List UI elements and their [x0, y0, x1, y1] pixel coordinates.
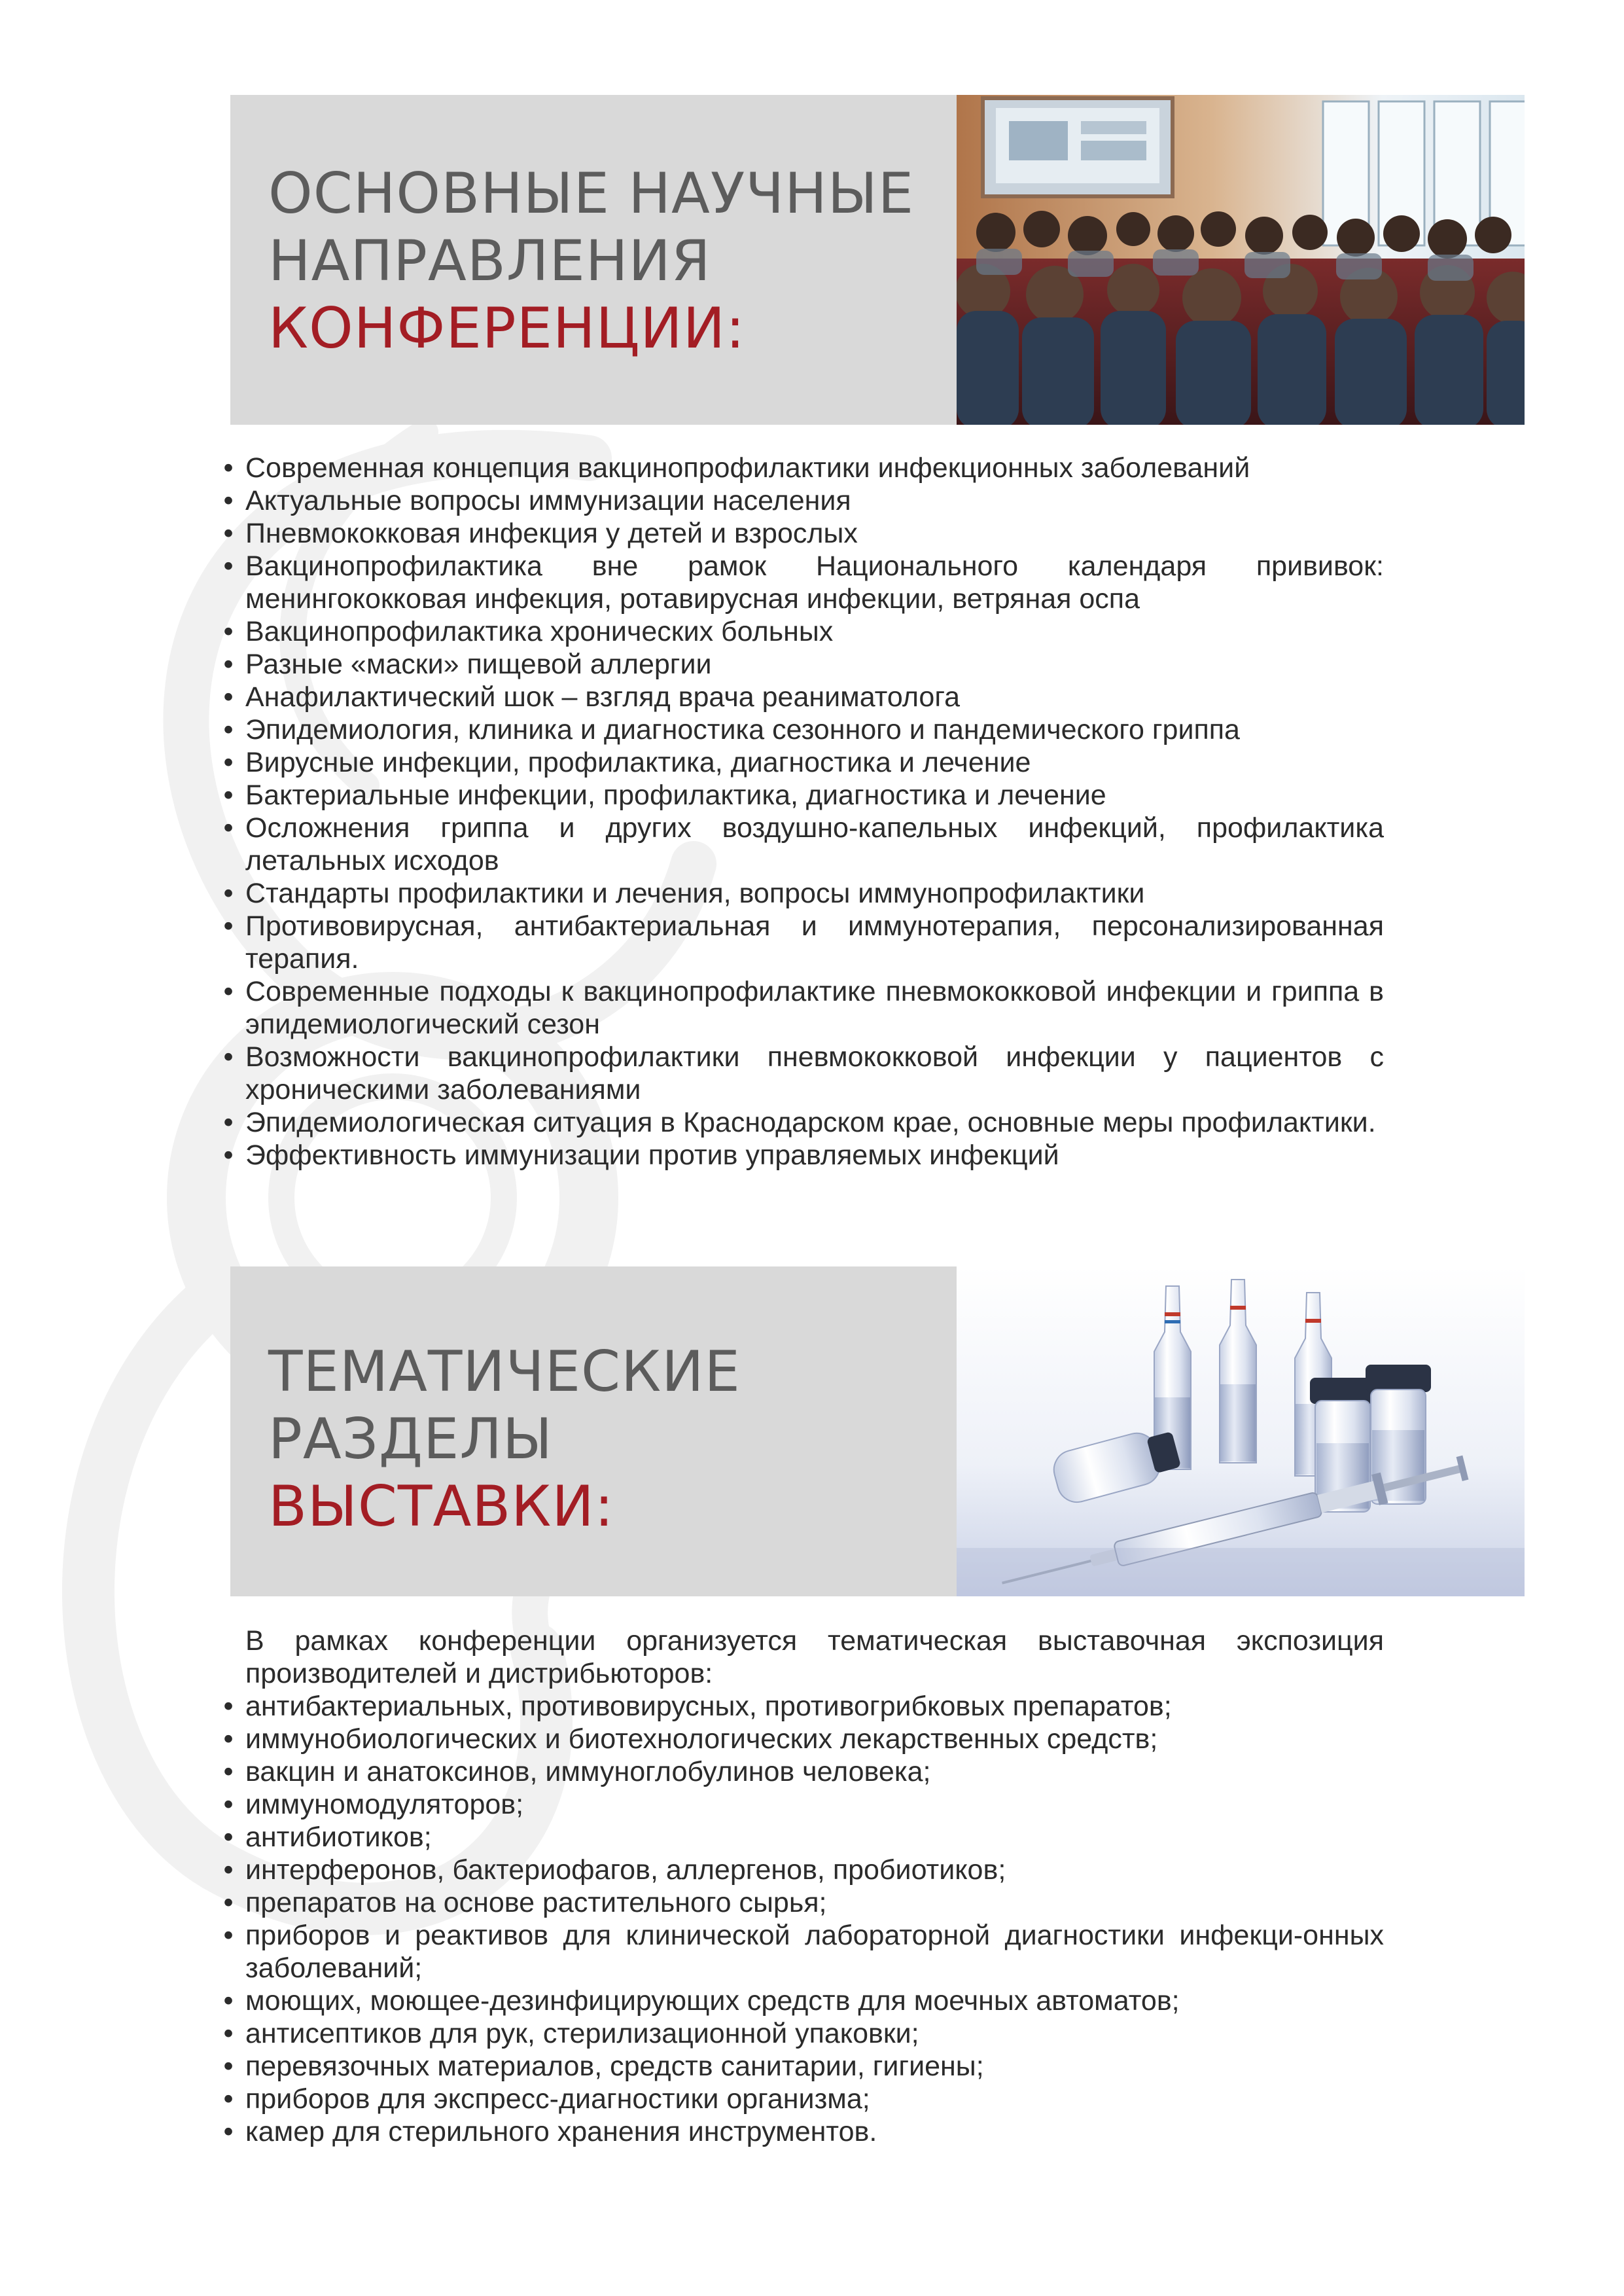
- bullet-icon: •: [223, 1789, 234, 1820]
- list-item: • Современные подходы к вакцинопрофилактике пневмококковой инфекции и гриппа в эпидемиологический сезон: [219, 975, 1384, 1041]
- bullet-icon: •: [223, 1756, 234, 1787]
- bullet-icon: •: [223, 1041, 234, 1073]
- bullet-icon: •: [223, 649, 234, 680]
- bullet-icon: •: [223, 1920, 234, 1951]
- bullet-icon: •: [223, 2051, 234, 2082]
- bullet-icon: •: [223, 616, 234, 647]
- vials-and-syringe-photo: [957, 1266, 1525, 1596]
- list-item: • антисептиков для рук, стерилизационной упаковки;: [219, 2017, 1384, 2050]
- bullet-icon: •: [223, 2083, 234, 2115]
- list-item: • камер для стерильного хранения инструментов.: [219, 2115, 1384, 2148]
- list-item: • моющих, моющее-дезинфицирующих средств для моечных автоматов;: [219, 1984, 1384, 2017]
- bullet-icon: •: [223, 780, 234, 811]
- bullet-icon: •: [223, 1107, 234, 1138]
- list-item: • Эффективность иммунизации против управляемых инфекций: [219, 1139, 1384, 1172]
- list-item: • Вакцинопрофилактика вне рамок Национального календаря прививок: менингококковая инфекция, ротавирусная инфекции, ветряная оспа: [219, 550, 1384, 615]
- exhibition-intro: В рамках конференции организуется тематическая выставочная экспозиция производителей и дистрибьюторов:: [245, 1625, 1384, 1689]
- bullet-icon: •: [223, 747, 234, 778]
- list-item: • Пневмококковая инфекция у детей и взрослых: [219, 517, 1384, 550]
- list-item: • иммунобиологических и биотехнологических лекарственных средств;: [219, 1723, 1384, 1755]
- list-item: • перевязочных материалов, средств санитарии, гигиены;: [219, 2050, 1384, 2083]
- list-item: • вакцин и анатоксинов, иммуноглобулинов человека;: [219, 1755, 1384, 1788]
- section-title-exhibition: [268, 1338, 741, 1541]
- bullet-icon: •: [223, 2116, 234, 2147]
- list-item: • приборов для экспресс-диагностики организма;: [219, 2083, 1384, 2115]
- bullet-icon: •: [223, 812, 234, 844]
- bullet-icon: •: [223, 976, 234, 1007]
- list-item: • Бактериальные инфекции, профилактика, диагностика и лечение: [219, 779, 1384, 812]
- conference-topics-list: [219, 452, 1384, 1172]
- list-item: • Эпидемиологическая ситуация в Краснодарском крае, основные меры профилактики.: [219, 1106, 1384, 1139]
- bullet-icon: •: [223, 714, 234, 745]
- bullet-icon: •: [223, 910, 234, 942]
- list-item: • препаратов на основе растительного сырья;: [219, 1886, 1384, 1919]
- header-gray-panel: [230, 1266, 957, 1596]
- bullet-icon: •: [223, 1887, 234, 1918]
- bullet-icon: •: [223, 485, 234, 516]
- list-item: • антибиотиков;: [219, 1821, 1384, 1854]
- list-item: • Разные «маски» пищевой аллергии: [219, 648, 1384, 681]
- title-accent: ВЫСТАВКИ:: [268, 1474, 614, 1539]
- list-item: • Актуальные вопросы иммунизации населения: [219, 484, 1384, 517]
- bullet-icon: •: [223, 1821, 234, 1853]
- bullet-icon: •: [223, 2018, 234, 2049]
- list-item: • Возможности вакцинопрофилактики пневмококковой инфекции у пациентов с хроническими заболеваниями: [219, 1041, 1384, 1106]
- exhibition-sections-list: [219, 1624, 1384, 2148]
- list-item: • антибактериальных, противовирусных, противогрибковых препаратов;: [219, 1690, 1384, 1723]
- list-item: • приборов и реактивов для клинической лабораторной диагностики инфекци-онных заболеваний;: [219, 1919, 1384, 1984]
- bullet-icon: •: [223, 452, 234, 484]
- title-line-1: ОСНОВНЫЕ НАУЧНЫЕ: [268, 161, 915, 226]
- bullet-icon: •: [223, 1139, 234, 1171]
- section-header-conference: [230, 95, 1525, 425]
- list-item: • Вирусные инфекции, профилактика, диагностика и лечение: [219, 746, 1384, 779]
- list-item: • Осложнения гриппа и других воздушно-капельных инфекций, профилактика летальных исходов: [219, 812, 1384, 877]
- bullet-icon: •: [223, 1985, 234, 2017]
- bullet-icon: •: [223, 878, 234, 909]
- bullet-icon: •: [223, 1854, 234, 1886]
- list-item: • Эпидемиология, клиника и диагностика сезонного и пандемического гриппа: [219, 713, 1384, 746]
- list-item: • Стандарты профилактики и лечения, вопросы иммунопрофилактики: [219, 877, 1384, 910]
- list-item: • Вакцинопрофилактика хронических больных: [219, 615, 1384, 648]
- title-line-2: РАЗДЕЛЫ: [268, 1407, 553, 1472]
- bullet-icon: •: [223, 1723, 234, 1755]
- section-title-conference: [268, 160, 914, 363]
- conference-audience-photo: [957, 95, 1525, 425]
- list-item: • Противовирусная, антибактериальная и иммунотерапия, персонализированная терапия.: [219, 910, 1384, 975]
- section-header-exhibition: [230, 1266, 1525, 1596]
- bullet-icon: •: [223, 1691, 234, 1722]
- list-item: • иммуномодуляторов;: [219, 1788, 1384, 1821]
- title-line-2: НАПРАВЛЕНИЯ: [268, 228, 711, 294]
- title-accent: КОНФЕРЕНЦИИ:: [268, 296, 746, 361]
- bullet-icon: •: [223, 518, 234, 549]
- header-gray-panel: [230, 95, 957, 425]
- bullet-icon: •: [223, 681, 234, 713]
- list-item: • Анафилактический шок – взгляд врача реаниматолога: [219, 681, 1384, 713]
- list-item: • Современная концепция вакцинопрофилактики инфекционных заболеваний: [219, 452, 1384, 484]
- list-item: • интерферонов, бактериофагов, аллергенов, пробиотиков;: [219, 1854, 1384, 1886]
- bullet-icon: •: [223, 550, 234, 582]
- title-line-1: ТЕМАТИЧЕСКИЕ: [268, 1339, 741, 1405]
